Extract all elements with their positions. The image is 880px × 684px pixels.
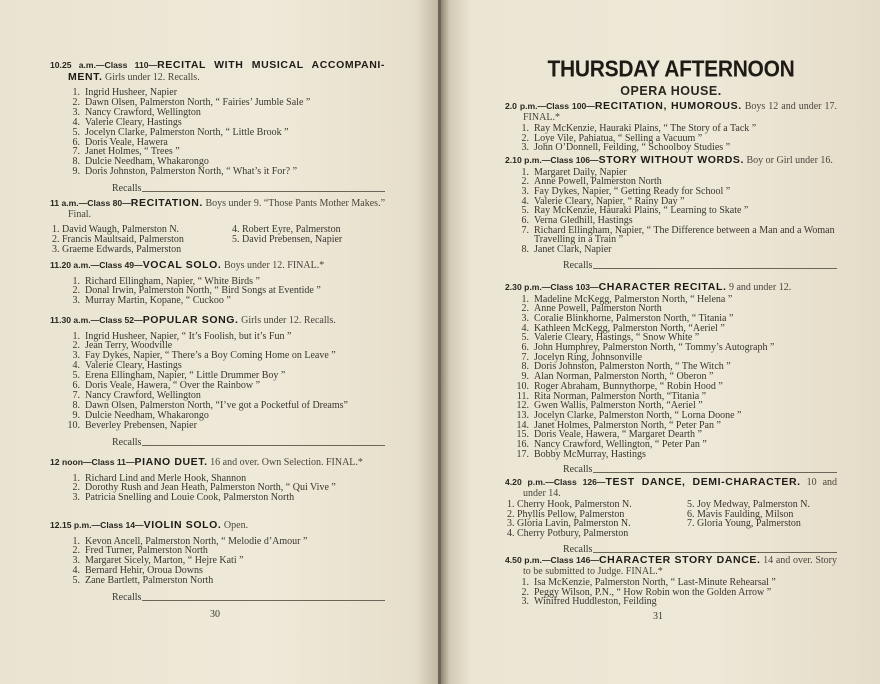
entry-number: 8. xyxy=(72,399,80,411)
class-title: RECITAL WITH MUSICAL ACCOMPANI-MENT. xyxy=(68,59,385,83)
class-time: 2.30 p.m.—Class 103— xyxy=(505,282,599,292)
class-heading xyxy=(505,477,837,499)
page-number: 31 xyxy=(653,611,663,622)
entry-text: Anne Powell, Palmerston North xyxy=(534,176,662,188)
entry-text: Isa McKenzie, Palmerston North, “ Last-Minute Rehearsal ” xyxy=(534,577,776,588)
list-item xyxy=(507,529,687,539)
entry-number: 5. xyxy=(521,205,529,217)
class-title: VIOLIN SOLO. xyxy=(143,519,222,531)
list-item xyxy=(62,421,385,431)
entry-text: Richard Ellingham, Napier, “ White Birds ” xyxy=(85,275,260,287)
class-heading xyxy=(505,155,837,167)
entry-text: Janet Holmes, “ Trees ” xyxy=(85,146,180,158)
entry-number: 2. xyxy=(72,285,80,297)
recalls-blank xyxy=(142,600,385,601)
entry-text: Robert Eyre, Palmerston xyxy=(242,224,341,235)
entry-number: 15. xyxy=(516,429,529,441)
class-details: 16 and over. Own Selection. FINAL.* xyxy=(210,457,363,468)
entry-text: Cherry Potbury, Palmerston xyxy=(517,528,629,540)
entry-number: 7. xyxy=(521,351,529,363)
recalls-blank xyxy=(142,191,385,192)
class-heading xyxy=(50,60,385,83)
entry-text: Verna Gledhill, Hastings xyxy=(534,215,633,227)
entry-number: 9. xyxy=(72,166,80,178)
entry-number: 6. xyxy=(521,215,529,227)
list-item xyxy=(511,226,837,245)
recalls-blank xyxy=(142,445,385,446)
entry-text: Gloria Lavin, Palmerston N. xyxy=(517,518,631,530)
entry-text: Jocelyn Clarke, Palmerston North, “ Little Brook ” xyxy=(85,126,289,138)
class-title: VOCAL SOLO. xyxy=(142,259,222,271)
list-item xyxy=(511,245,837,255)
entry-number: 3. xyxy=(507,518,515,530)
entrant-list xyxy=(62,474,385,504)
class-section xyxy=(50,260,385,306)
list-item xyxy=(511,597,837,607)
class-section xyxy=(50,198,385,255)
class-details: Boys under 12. FINAL.* xyxy=(223,260,325,271)
entrant-list xyxy=(62,537,385,587)
entrant-list xyxy=(511,168,837,255)
entry-number: 3. xyxy=(521,596,529,608)
entry-number: 1. xyxy=(72,87,80,98)
entry-text: Murray Martin, Kopane, “ Cuckoo ” xyxy=(85,295,231,307)
entry-text: Janet Clark, Napier xyxy=(534,244,612,256)
entry-number: 1. xyxy=(507,499,515,510)
list-item xyxy=(62,576,385,586)
class-title: TEST DANCE, DEMI-CHARACTER. xyxy=(605,476,801,488)
entry-text: Dulcie Needham, Whakarongo xyxy=(85,409,209,421)
entry-number: 5. xyxy=(687,499,695,510)
entry-text: Donal Irwin, Palmerston North, “ Bird Songs at Eventide ” xyxy=(85,285,321,297)
entry-number: 10. xyxy=(516,380,529,392)
entrant-list xyxy=(511,578,837,607)
recalls-line xyxy=(112,592,385,603)
recalls-line xyxy=(563,260,837,271)
recalls-blank xyxy=(593,552,837,553)
class-heading xyxy=(50,260,385,272)
entrant-list xyxy=(511,124,837,153)
entry-number: 3. xyxy=(72,555,80,567)
entry-number: 7. xyxy=(72,389,80,401)
entry-text: Doris Veale, Hawera xyxy=(85,136,168,148)
entry-number: 9. xyxy=(521,371,529,383)
entrant-list xyxy=(62,332,385,431)
entry-number: 2. xyxy=(72,482,80,494)
entrant-list xyxy=(62,88,385,177)
venue-subtitle: OPERA HOUSE. xyxy=(620,84,722,98)
recalls-label: Recalls xyxy=(563,259,593,271)
entry-number: 3. xyxy=(52,243,60,255)
entry-text: Dawn Olsen, Palmerston North, “ Fairies’ Jumble Sale ” xyxy=(85,96,311,108)
entry-text: Gwen Wallis, Palmerston North, “Aeriel ” xyxy=(534,400,703,412)
entry-number: 2. xyxy=(507,508,515,520)
recalls-label: Recalls xyxy=(112,183,142,195)
class-section xyxy=(505,555,837,607)
entry-text: Doris Veale, Hawera, “ Over the Rainbow ” xyxy=(85,380,261,392)
entry-number: 1. xyxy=(521,123,529,134)
entry-number: 6. xyxy=(687,508,695,520)
class-title: CHARACTER STORY DANCE. xyxy=(598,554,761,566)
entry-number: 5. xyxy=(72,126,80,138)
entry-text: Ray McKenzie, Hauraki Plains, “ Learning to Skate ” xyxy=(534,205,749,217)
entry-text: John O’Donnell, Feilding, “ Schoolboy Studies ” xyxy=(534,142,731,154)
entry-text: Patricia Snelling and Louie Cook, Palmerston North xyxy=(85,492,295,504)
entry-number: 6. xyxy=(521,342,529,354)
recalls-label: Recalls xyxy=(112,436,142,448)
class-section xyxy=(50,457,385,503)
class-time: 11 a.m.—Class 80— xyxy=(50,198,131,208)
entry-number: 4. xyxy=(72,116,80,128)
entry-text: Kevon Ancell, Palmerston North, “ Melodie d’Amour ” xyxy=(85,535,308,547)
entry-number: 4. xyxy=(521,195,529,207)
entry-number: 3. xyxy=(72,492,80,504)
entry-text: Nancy Crawford, Wellington, “ Peter Pan ” xyxy=(534,439,707,451)
recalls-label: Recalls xyxy=(112,592,142,604)
list-item xyxy=(511,450,837,460)
entry-number: 2. xyxy=(521,586,529,598)
entry-text: Roger Abraham, Bunnythorpe, “ Robin Hood ” xyxy=(534,380,723,392)
entry-number: 4. xyxy=(232,224,240,235)
entry-number: 4. xyxy=(72,565,80,577)
entry-number: 1. xyxy=(72,275,80,287)
entry-text: Phyllis Pellow, Palmerston xyxy=(517,508,625,520)
list-item xyxy=(687,519,837,529)
entry-number: 8. xyxy=(521,244,529,256)
entry-number: 7. xyxy=(687,518,695,530)
entry-text: Fred Turner, Palmerston North xyxy=(85,545,208,557)
page-number: 30 xyxy=(210,609,220,620)
entry-text: David Prebensen, Napier xyxy=(242,233,343,245)
recalls-line xyxy=(112,183,385,194)
entry-number: 2. xyxy=(521,132,529,144)
list-item xyxy=(511,143,837,153)
entry-text: Margaret Daily, Napier xyxy=(534,166,627,178)
recalls-blank xyxy=(593,268,837,269)
class-title: RECITATION, HUMOROUS. xyxy=(594,100,742,112)
entry-number: 4. xyxy=(521,322,529,334)
entry-number: 3. xyxy=(521,185,529,197)
entry-text: Peggy Wilson, P.N., “ How Robin won the Golden Arrow ” xyxy=(534,586,772,598)
class-time: 11.20 a.m.—Class 49— xyxy=(50,260,143,270)
entry-text: Gloria Young, Palmerston xyxy=(697,518,801,530)
class-section xyxy=(50,315,385,448)
entry-text: Cherry Hook, Palmerston N. xyxy=(517,499,632,510)
entry-text: Dulcie Needham, Whakarongo xyxy=(85,156,209,168)
recalls-label: Recalls xyxy=(563,543,593,555)
class-time: 12.15 p.m.—Class 14— xyxy=(50,520,144,530)
recalls-blank xyxy=(593,472,837,473)
entry-text: Ingrid Husheer, Napier xyxy=(85,87,178,98)
entry-number: 11. xyxy=(516,390,529,402)
entry-number: 7. xyxy=(521,224,529,236)
entry-text: Dorothy Rush and Jean Heath, Palmerston North, “ Qui Vive ” xyxy=(85,482,336,494)
entry-text: Nancy Crawford, Wellington xyxy=(85,389,201,401)
entrant-list xyxy=(511,295,837,460)
entry-number: 3. xyxy=(521,142,529,154)
entry-text: Beverley Prebensen, Napier xyxy=(85,419,197,431)
entry-text: Anne Powell, Palmerston North xyxy=(534,303,662,315)
class-time: 4.20 p.m.—Class 126— xyxy=(505,477,606,487)
entry-text: Mavis Faulding, Milson xyxy=(697,508,794,520)
entry-number: 2. xyxy=(72,340,80,352)
entry-text: Loye Vile, Pahiatua, “ Selling a Vacuum ” xyxy=(534,132,703,144)
entry-text: Valerie Cleary, Hastings xyxy=(85,360,182,372)
entry-text: Doris Johnston, Palmerston North, “ The Witch ” xyxy=(534,361,731,373)
entry-number: 1. xyxy=(52,224,60,235)
entry-text: Winifred Huddleston, Feilding xyxy=(534,596,657,608)
entry-number: 3. xyxy=(72,106,80,118)
entry-text: Bernard Hehir, Oroua Downs xyxy=(85,565,203,577)
entry-text: Jocelyn Clarke, Palmerston North, “ Lorna Doone ” xyxy=(534,409,742,421)
entry-text: Bobby McMurray, Hastings xyxy=(534,448,646,460)
entry-number: 4. xyxy=(72,360,80,372)
entry-number: 5. xyxy=(521,332,529,344)
class-time: 12 noon—Class 11— xyxy=(50,457,135,467)
class-time: 11.30 a.m.—Class 52— xyxy=(50,315,143,325)
entry-text: Graeme Edwards, Palmerston xyxy=(62,243,182,255)
class-details: 14 and over. Story to be submitted to Judge. FINAL.* xyxy=(523,555,838,577)
entry-number: 2. xyxy=(52,233,60,245)
entry-number: 5. xyxy=(232,233,240,245)
entry-number: 16. xyxy=(516,439,529,451)
entry-number: 12. xyxy=(516,400,529,412)
class-heading xyxy=(50,520,385,532)
entrant-list xyxy=(62,277,385,307)
class-details: Boys under 9. “Those Pants Mother Makes.” Final. xyxy=(68,198,386,220)
entry-text: Erena Ellingham, Napier, “ Little Drummer Boy ” xyxy=(85,370,286,382)
class-section xyxy=(505,477,837,555)
class-time: 2.0 p.m.—Class 100— xyxy=(505,101,595,111)
entry-text: Alan Norman, Palmerston North, “ Oberon ” xyxy=(534,371,714,383)
entry-text: Fay Dykes, Napier, “ There’s a Boy Coming Home on Leave ” xyxy=(85,350,336,362)
entry-text: Francis Maultsaid, Palmerston xyxy=(62,233,184,245)
class-heading xyxy=(505,101,837,123)
entrant-columns xyxy=(52,225,385,255)
class-heading xyxy=(50,457,385,469)
page-31-content xyxy=(505,0,837,684)
entry-text: Valerie Cleary, Napier, “ Rainy Day ” xyxy=(534,195,685,207)
class-time: 10.25 a.m.—Class 110— xyxy=(50,60,158,70)
page-30-content xyxy=(50,0,385,684)
entry-text: Fay Dykes, Napier, “ Getting Ready for School ” xyxy=(534,185,731,197)
entry-text: Joy Medway, Palmerston N. xyxy=(697,499,810,510)
entrant-column xyxy=(232,225,382,255)
entry-text: Nancy Crawford, Wellington xyxy=(85,106,201,118)
entry-number: 17. xyxy=(516,448,529,460)
entry-number: 1. xyxy=(72,330,80,342)
entry-number: 1. xyxy=(72,535,80,547)
entry-number: 8. xyxy=(521,361,529,373)
entry-text: Doris Johnston, Palmerston North, “ What’s it For? ” xyxy=(85,166,298,178)
entry-text: Janet Holmes, Palmerston North, “ Peter Pan ” xyxy=(534,419,721,431)
entry-text: Valerie Cleary, Hastings xyxy=(85,116,182,128)
entry-text: John Humphrey, Palmerston North, “ Tommy’s Autograph ” xyxy=(534,342,775,354)
list-item xyxy=(62,493,385,503)
entry-text: Ray McKenzie, Hauraki Plains, “ The Story of a Tack ” xyxy=(534,123,757,134)
entry-text: Richard Ellingham, Napier, “ The Difference between a Man and a Woman Travelling in a Train ” xyxy=(534,224,835,246)
entry-text: Doris Veale, Hawera, “ Margaret Dearth ” xyxy=(534,429,702,441)
entrant-columns xyxy=(507,500,837,539)
class-title: CHARACTER RECITAL. xyxy=(598,281,727,293)
class-details: Boy or Girl under 16. xyxy=(746,155,833,166)
recalls-line xyxy=(563,464,837,475)
entry-number: 6. xyxy=(72,136,80,148)
class-title: STORY WITHOUT WORDS. xyxy=(598,154,745,166)
page-title: THURSDAY AFTERNOON xyxy=(547,56,795,83)
class-time: 2.10 p.m.—Class 106— xyxy=(505,155,599,165)
entry-number: 9. xyxy=(72,409,80,421)
class-time: 4.50 p.m.—Class 146— xyxy=(505,555,599,565)
class-title: POPULAR SONG. xyxy=(142,314,239,326)
entry-text: Valerie Cleary, Hastings, “ Snow White ” xyxy=(534,332,700,344)
class-section xyxy=(505,155,837,271)
entry-text: Rita Norman, Palmerston North, “Titania ” xyxy=(534,390,707,402)
entry-text: Margaret Sicely, Marton, “ Hejre Kati ” xyxy=(85,555,244,567)
entry-number: 1. xyxy=(521,166,529,178)
class-details: Girls under 12. Recalls. xyxy=(105,71,200,83)
entry-text: Ingrid Husheer, Napier, “ It’s Foolish, but it’s Fun ” xyxy=(85,330,292,342)
entry-number: 14. xyxy=(516,419,529,431)
entry-number: 2. xyxy=(72,545,80,557)
list-item xyxy=(62,296,385,306)
entry-number: 7. xyxy=(72,146,80,158)
entry-number: 13. xyxy=(516,409,529,421)
entry-number: 4. xyxy=(507,528,515,540)
entry-text: Richard Lind and Merle Hook, Shannon xyxy=(85,472,247,484)
page-right xyxy=(441,0,880,684)
class-title: RECITATION. xyxy=(130,197,203,209)
class-heading xyxy=(505,282,837,294)
class-section xyxy=(50,520,385,603)
class-section xyxy=(50,60,385,194)
class-heading xyxy=(505,555,837,577)
entry-number: 1. xyxy=(521,577,529,588)
entry-text: Kathleen McKegg, Palmerston North, “Aeriel ” xyxy=(534,322,725,334)
class-details: Girls under 12. Recalls. xyxy=(241,315,336,326)
entry-number: 3. xyxy=(72,295,80,307)
entry-number: 1. xyxy=(521,293,529,305)
class-heading xyxy=(50,315,385,327)
class-title: PIANO DUET. xyxy=(134,456,208,468)
list-item xyxy=(232,235,382,245)
class-details: Open. xyxy=(223,520,249,531)
class-heading xyxy=(50,198,385,220)
entry-number: 5. xyxy=(72,370,80,382)
entry-text: David Waugh, Palmerston N. xyxy=(62,224,180,235)
entry-number: 3. xyxy=(521,312,529,324)
recalls-line xyxy=(112,437,385,448)
list-item xyxy=(62,167,385,177)
entrant-column xyxy=(507,500,687,539)
entry-number: 8. xyxy=(72,156,80,168)
entry-text: Madeline McKegg, Palmerston North, “ Helena ” xyxy=(534,293,733,305)
entrant-column xyxy=(687,500,837,539)
entry-text: Jocelyn Ring, Johnsonville xyxy=(534,351,643,363)
class-details: Boys 12 and under 17. FINAL.* xyxy=(523,101,837,123)
entry-number: 3. xyxy=(72,350,80,362)
entry-number: 10. xyxy=(67,419,80,431)
entry-number: 1. xyxy=(72,472,80,484)
list-item xyxy=(52,245,232,255)
entry-number: 2. xyxy=(521,176,529,188)
entry-text: Coralie Blinkhorne, Palmerston North, “ Titania ” xyxy=(534,312,734,324)
class-details: 9 and under 12. xyxy=(728,282,792,293)
entry-text: Jean Terry, Woodville xyxy=(85,340,173,352)
class-section xyxy=(505,101,837,153)
entry-number: 2. xyxy=(72,96,80,108)
entry-number: 5. xyxy=(72,575,80,587)
class-section xyxy=(505,282,837,475)
entry-text: Zane Bartlett, Palmerston North xyxy=(85,575,214,587)
entry-text: Dawn Olsen, Palmerston North, “I’ve got a Pocketful of Dreams” xyxy=(85,399,348,411)
entry-number: 6. xyxy=(72,380,80,392)
recalls-label: Recalls xyxy=(563,464,593,476)
class-details: 10 and under 14. xyxy=(523,477,838,499)
entrant-column xyxy=(52,225,232,255)
entry-number: 2. xyxy=(521,303,529,315)
